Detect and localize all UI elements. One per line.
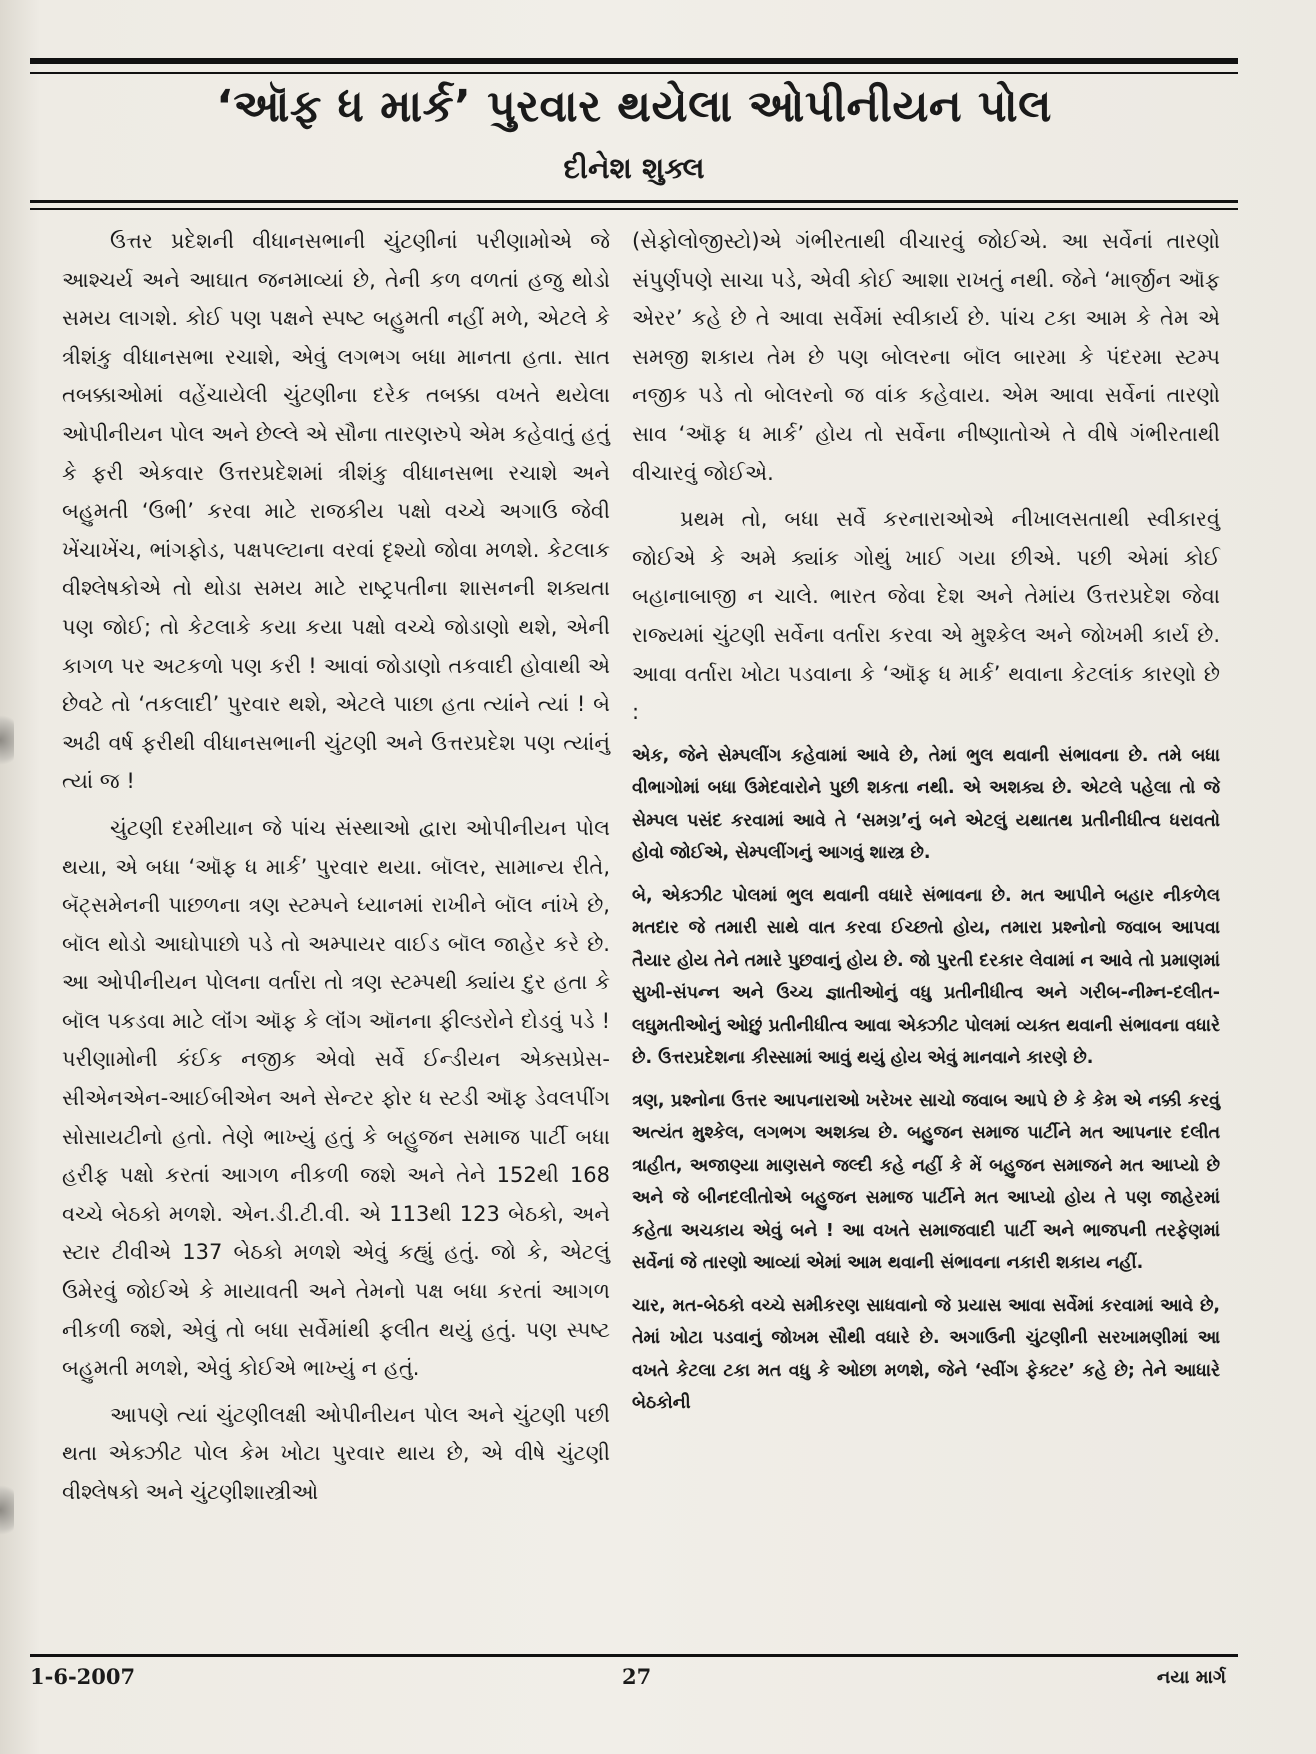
top-rule-thick bbox=[30, 58, 1238, 64]
reason-point-four: ચાર, મત-બેઠકો વચ્ચે સમીકરણ સાધવાનો જે પ્રયાસ આવા સર્વેમાં કરવામાં આવે છે, તેમાં ખોટા પડવાનું જોખમ સૌથી વધારે છે. અગાઉની ચુંટણીની સરખામણીમાં આ વખતે કેટલા ટકા મત વધુ કે ઓછા મળશે, જેને ‘સ્વીંગ ફેક્ટર’ કહે છે; તેને આધારે બેઠકોની bbox=[632, 1295, 1220, 1414]
reason-point-one: એક, જેને સેમ્પલીંગ કહેવામાં આવે છે, તેમાં ભુલ થવાની સંભાવના છે. તમે બધા વીભાગોમાં બધા ઉમેદવારોને પુછી શકતા નથી. એ અશક્ય છે. એટલે પહેલા તો જે સેમ્પલ પસંદ કરવામાં આવે તે ‘સમગ્ર’નું બને એટલું યથાતથ પ્રતીનીધીત્વ ધરાવતો હોવો જોઈએ, સેમ્પલીંગનું આગવું શાસ્ત્ર છે. bbox=[632, 745, 1220, 864]
magazine-name: નયા માર્ગ bbox=[1156, 1667, 1226, 1688]
header-rule-thin bbox=[30, 208, 1238, 210]
issue-date: 1-6-2007 bbox=[30, 1664, 136, 1689]
body-paragraph: ચુંટણી દરમીયાન જે પાંચ સંસ્થાઓ દ્વારા ઓપીનીયન પોલ થયા, એ બધા ‘ઑફ ધ માર્ક’ પુરવાર થયા. બૉલર, સામાન્ય રીતે, બૅટ્સમેનની પાછળના ત્રણ સ્ટમ્પને ધ્યાનમાં રાખીને બૉલ નાંખે છે, બૉલ થોડો આઘોપાછો પડે તો અમ્પાયર વાઈડ બૉલ જાહેર કરે છે. આ ઓપીનીયન પોલના વર્તારા તો ત્રણ સ્ટમ્પથી ક્યાંય દુર હતા કે બૉલ પકડવા માટે લૉંગ ઑફ કે લૉંગ ઑનના ફીલ્ડરોને દોડવું પડે ! પરીણામોની કંઈક નજીક એવો સર્વે ઈન્ડીયન એક્સપ્રેસ-સીએનએન-આઈબીએન અને સેન્ટર ફોર ધ સ્ટડી ઑફ ડેવલપીંગ સોસાયટીનો હતો. તેણે ભાખ્યું હતું કે બહુજન સમાજ પાર્ટી બધા હરીફ પક્ષો કરતાં આગળ નીકળી જશે અને તેને 152થી 168 વચ્ચે બેઠકો મળશે. એન.ડી.ટી.વી. એ 113થી 123 બેઠકો, અને સ્ટાર ટીવીએ 137 બેઠકો મળશે એવું કહ્યું હતું. જો કે, એટલું ઉમેરવું જોઈએ કે માયાવતી અને તેમનો પક્ષ બધા કરતાં આગળ નીકળી જશે, એવું તો બધા સર્વેમાંથી ફલીત થયું હતું. પણ સ્પષ્ટ બહુમતી મળશે, એવું કોઈએ ભાખ્યું ન હતું. bbox=[62, 815, 610, 1381]
header-rule-thick bbox=[30, 200, 1238, 203]
page-number: 27 bbox=[622, 1664, 652, 1689]
article-title: ‘ઑફ ધ માર્ક’ પુરવાર થયેલા ઓપીનીયન પોલ bbox=[216, 81, 1052, 132]
body-paragraph: ઉત્તર પ્રદેશની વીધાનસભાની ચુંટણીનાં પરીણામોએ જે આશ્ચર્ય અને આઘાત જનમાવ્યાં છે, તેની કળ વળતાં હજુ થોડો સમય લાગશે. કોઈ પણ પક્ષને સ્પષ્ટ બહુમતી નહીં મળે, એટલે કે ત્રીશંકુ વીધાનસભા રચાશે, એવું લગભગ બધા માનતા હતા. સાત તબક્કાઓમાં વહેંચાયેલી ચુંટણીના દરેક તબક્કા વખતે થયેલા ઓપીનીયન પોલ અને છેલ્લે એ સૌના તારણરુપે એમ કહેવાતું હતું કે ફરી એકવાર ઉત્તરપ્રદેશમાં ત્રીશંકુ વીધાનસભા રચાશે અને બહુમતી ‘ઉભી’ કરવા માટે રાજકીય પક્ષો વચ્ચે અગાઉ જેવી ખેંચાખેંચ, ભાંગફોડ, પક્ષપલ્ટાના વરવાં દૃશ્યો જોવા મળશે. કેટલાક વીશ્લેષકોએ તો થોડા સમય માટે રાષ્ટ્રપતીના શાસનની શક્યતા પણ જોઈ; તો કેટલાકે કયા કયા પક્ષો વચ્ચે જોડાણો થશે, એની કાગળ પર અટકળો પણ કરી ! આવાં જોડાણો તકવાદી હોવાથી એ છેવટે તો ‘તકલાદી’ પુરવાર થશે, એટલે પાછા હતા ત્યાંને ત્યાં ! બે અઢી વર્ષ ફરીથી વીધાનસભાની ચુંટણી અને ઉત્તરપ્રદેશ પણ ત્યાંનું ત્યાં જ ! bbox=[62, 229, 610, 794]
binding-hole bbox=[0, 710, 14, 770]
reason-point-two: બે, એક્ઝીટ પોલમાં ભુલ થવાની વધારે સંભાવના છે. મત આપીને બહાર નીકળેલ મતદાર જે તમારી સાથે વાત કરવા ઈચ્છતો હોય, તમારા પ્રશ્નોનો જવાબ આપવા તૈયાર હોય તેને તમારે પુછવાનું હોય છે. જો પુરતી દરકાર લેવામાં ન આવે તો પ્રમાણમાં સુખી-સંપન્ન અને ઉચ્ચ જ્ઞાતીઓનું વધુ પ્રતીનીધીત્વ અને ગરીબ-નીમ્ન-દલીત-લઘુમતીઓનું ઓછું પ્રતીનીધીત્વ આવા એક્ઝીટ પોલમાં વ્યક્ત થવાની સંભાવના વધારે છે. ઉત્તરપ્રદેશના કીસ્સામાં આવું થયું હોય એવું માનવાને કારણે છે. bbox=[632, 885, 1220, 1069]
body-paragraph: (સેફોલોજીસ્ટો)એ ગંભીરતાથી વીચારવું જોઈએ. આ સર્વેનાં તારણો સંપુર્ણપણે સાચા પડે, એવી કોઈ આશા રાખતું નથી. જેને ‘માર્જીન ઑફ એરર’ કહે છે તે આવા સર્વેમાં સ્વીકાર્ય છે. પાંચ ટકા આમ કે તેમ એ સમજી શકાય તેમ છે પણ બોલરના બૉલ બારમા કે પંદરમા સ્ટમ્પ નજીક પડે તો બોલરનો જ વાંક કહેવાય. એમ આવા સર્વેનાં તારણો સાવ ‘ઑફ ધ માર્ક’ હોય તો સર્વેના નીષ્ણાતોએ તે વીષે ગંભીરતાથી વીચારવું જોઈએ. bbox=[632, 229, 1220, 485]
body-paragraph: આપણે ત્યાં ચુંટણીલક્ષી ઓપીનીયન પોલ અને ચુંટણી પછી થતા એક્ઝીટ પોલ કેમ ખોટા પુરવાર થાય છે, એ વીષે ચુંટણી વીશ્લેષકો અને ચુંટણીશાસ્ત્રીઓ bbox=[62, 1402, 610, 1504]
top-rule-thin bbox=[30, 72, 1238, 74]
article-author: દીનેશ શુક્લ bbox=[563, 151, 705, 185]
right-column bbox=[632, 222, 1220, 1430]
left-column bbox=[62, 222, 610, 1512]
body-paragraph: પ્રથમ તો, બધા સર્વે કરનારાઓએ નીખાલસતાથી સ્વીકારવું જોઈએ કે અમે ક્યાંક ગોથું ખાઈ ગયા છીએ. પછી એમાં કોઈ બહાનાબાજી ન ચાલે. ભારત જેવા દેશ અને તેમાંય ઉત્તરપ્રદેશ જેવા રાજ્યમાં ચુંટણી સર્વેના વર્તારા કરવા એ મુશ્કેલ અને જોખમી કાર્ય છે. આવા વર્તારા ખોટા પડવાના કે ‘ઑફ ધ માર્ક’ થવાના કેટલાંક કારણો છે : bbox=[632, 507, 1220, 725]
footer-rule bbox=[30, 1654, 1238, 1657]
binding-hole bbox=[0, 1480, 14, 1540]
reason-point-three: ત્રણ, પ્રશ્નોના ઉત્તર આપનારાઓ ખરેખર સાચો જવાબ આપે છે કે કેમ એ નક્કી કરવું અત્યંત મુશ્કેલ, લગભગ અશક્ય છે. બહુજન સમાજ પાર્ટીને મત આપનાર દલીત ત્રાહીત, અજાણ્યા માણસને જલ્દી કહે નહીં કે મેં બહુજન સમાજને મત આપ્યો છે અને જે બીનદલીતોએ બહુજન સમાજ પાર્ટીને મત આપ્યો હોય તે પણ જાહેરમાં કહેતા અચકાય એવું બને ! આ વખતે સમાજવાદી પાર્ટી અને ભાજપની તરફેણમાં સર્વેનાં જે તારણો આવ્યાં એમાં આમ થવાની સંભાવના નકારી શકાય નહીં. bbox=[632, 1090, 1220, 1274]
